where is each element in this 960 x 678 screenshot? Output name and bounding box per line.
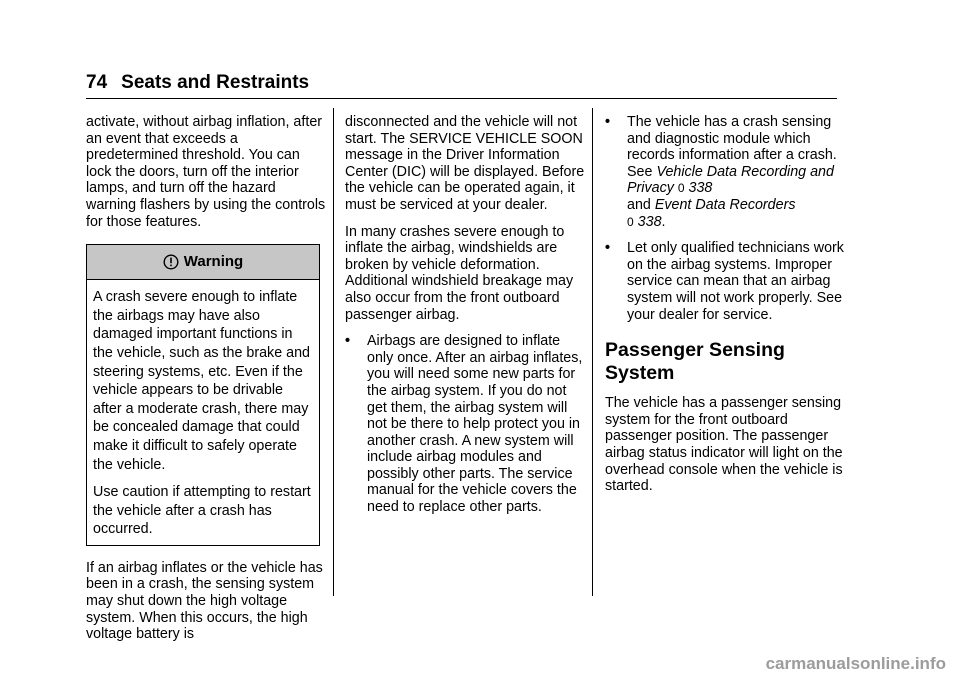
page-reference-icon: 0 [627, 214, 634, 229]
warning-box [86, 244, 320, 546]
section-heading: Seats and Restraints [121, 72, 310, 93]
list-item [605, 114, 845, 230]
cross-reference-link[interactable]: Vehicle Data Recording and Privacy [627, 163, 834, 197]
bullet-icon: • [605, 114, 611, 130]
warning-body [87, 280, 319, 545]
paragraph: disconnected and the vehicle will not start. The SERVICE VEHICLE SOON message in the Driver Information Center (DIC) will be displayed. Before the vehicle can be operated again, it must be serviced at your dealer. [345, 114, 585, 213]
bullet-icon: • [345, 333, 351, 350]
paragraph: If an airbag inflates or the vehicle has been in a crash, the sensing system may shut down the high voltage system. When this occurs, the high voltage battery is [86, 559, 323, 643]
list-item-text: The vehicle has a crash sensing and diagnostic module which records information after a crash. See Vehicle Data Recording and Privacy 0 338 and Event Data Recorders 0 338. [627, 114, 837, 230]
list-item-text: Let only qualified technicians work on the airbag systems. Improper service can mean that an airbag system will not work properly. See your dealer for service. [627, 240, 844, 323]
watermark: carmanualsonline.info [765, 654, 946, 673]
column-3 [605, 114, 845, 505]
paragraph: activate, without airbag inflation, after an event that exceeds a predetermined threshold. You can lock the doors, turn off the interior lamps, and turn off the hazard warning flashers by using the controls for those features. [86, 114, 326, 230]
page-reference-icon: 0 [677, 181, 685, 196]
warning-title: Warning [183, 252, 244, 270]
header-rule [86, 98, 837, 99]
column-divider-left [333, 108, 334, 596]
page-reference[interactable]: 338 [637, 213, 662, 230]
list-item-text: Airbags are designed to inflate only once. After an airbag inflates, you will need some new parts for the airbag system. If you do not get them, the airbag system will not be there to help protect you in another crash. A new system will include airbag modules and possibly other parts. The service manual for the vehicle covers the need to replace other parts. [367, 333, 583, 516]
warning-paragraph: A crash severe enough to inflate the airbags may have also damaged important functions in the vehicle, such as the brake and steering systems, etc. Even if the vehicle appears to be drivable after a moderate crash, there may be concealed damage that could make it difficult to safely operate the vehicle. [93, 289, 310, 473]
bullet-icon: • [605, 240, 611, 257]
list-item [605, 240, 845, 323]
page-number: 74 [86, 72, 108, 93]
list-item [345, 333, 585, 516]
page-header [86, 72, 309, 94]
column-1 [86, 114, 326, 653]
paragraph: The vehicle has a passenger sensing system for the front outboard passenger position. The passenger airbag status indicator will light on the overhead console when the vehicle is started. [605, 395, 843, 495]
warning-header [87, 245, 319, 280]
column-2 [345, 114, 585, 526]
section-title: Passenger Sensing System [605, 339, 785, 385]
page-reference[interactable]: 338 [688, 180, 713, 197]
paragraph: In many crashes severe enough to inflate the airbag, windshields are broken by vehicle deformation. Additional windshield breakage may also occur from the front outboard passenger airbag. [345, 223, 574, 323]
warning-icon [163, 254, 179, 270]
conjunction: and [627, 196, 651, 213]
list-item-lead-text: The vehicle has a crash sensing and diagnostic module which records information after a crash. See [627, 114, 837, 180]
cross-reference-link[interactable]: Event Data Recorders [654, 196, 796, 213]
warning-paragraph: Use caution if attempting to restart the vehicle after a crash has occurred. [93, 484, 311, 538]
column-divider-right [592, 108, 593, 596]
